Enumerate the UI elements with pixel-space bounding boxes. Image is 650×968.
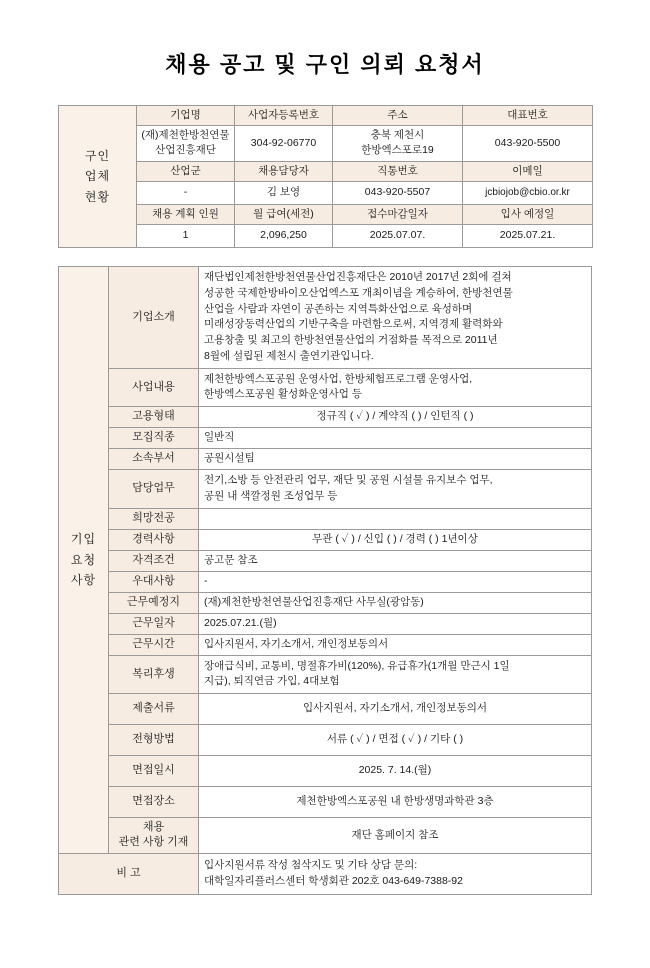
col-header-main-phone: 대표번호	[463, 106, 593, 126]
table-row	[59, 225, 593, 248]
text-line: 8월에 설립된 제천시 출연기관입니다.	[204, 349, 374, 362]
row-value-experience: 무관 ( ✓ ) / 신입 ( ) / 경력 ( ) 1년이상	[199, 529, 592, 550]
row-value-qualifications: 공고문 참조	[199, 550, 592, 571]
table-row	[59, 613, 592, 634]
table-row	[59, 571, 592, 592]
text-line: 산업을 사람과 자연이 공존하는 지역특화산업으로 육성하며	[204, 302, 473, 315]
cell-industry: -	[137, 181, 235, 204]
section-label-line: 사항	[70, 573, 97, 588]
table-row	[59, 470, 592, 509]
row-value-selection-method: 서류 ( ✓ ) / 면접 ( ✓ ) / 기타 ( )	[199, 725, 592, 756]
table-row	[59, 126, 593, 161]
cell-email: jcbiojob@cbio.or.kr	[463, 181, 593, 204]
section-label-line: 현황	[84, 189, 111, 204]
label-line: 채용	[142, 821, 165, 834]
table-row	[59, 267, 592, 369]
row-value-preferences: -	[199, 571, 592, 592]
table-row	[59, 368, 592, 407]
col-header-salary: 월 급여(세전)	[235, 204, 333, 224]
row-label-employment-type: 고용형태	[109, 407, 199, 428]
label-line: 관련 사항 기재	[118, 836, 189, 849]
row-label-interview-place: 면접장소	[109, 787, 199, 818]
cell-deadline: 2025.07.07.	[333, 225, 463, 248]
table-row	[59, 592, 592, 613]
row-label-duties: 담당업무	[109, 470, 199, 509]
table-row	[59, 853, 592, 894]
row-value-work-location: (재)제천한방천연물산업진흥재단 사무실(광암동)	[199, 592, 592, 613]
row-label-department: 소속부서	[109, 449, 199, 470]
row-value-work-date: 2025.07.21.(월)	[199, 613, 592, 634]
row-value-company-intro	[199, 267, 592, 369]
col-header-headcount: 채용 계획 인원	[137, 204, 235, 224]
table-row	[59, 818, 592, 854]
section-label-line: 업체	[84, 169, 111, 184]
table-row	[59, 725, 592, 756]
table-row	[59, 529, 592, 550]
cell-salary: 2,096,250	[235, 225, 333, 248]
cell-line: 한방엑스포로19	[361, 144, 434, 157]
text-line: 한방엑스포공원 활성화운영사업 등	[204, 388, 362, 401]
cell-address	[333, 126, 463, 161]
text-line: 대학일자리플러스센터 학생회관 202호 043-649-7388-92	[204, 874, 463, 887]
col-header-deadline: 접수마감일자	[333, 204, 463, 224]
col-header-address: 주소	[333, 106, 463, 126]
row-value-recruitment-notes: 재단 홈페이지 참조	[199, 818, 592, 854]
col-header-company-name: 기업명	[137, 106, 235, 126]
cell-line: 충북 제천시	[370, 129, 425, 142]
text-line: 고용창출 및 최고의 한방천연물산업의 거점화를 목적으로 2011년	[204, 334, 498, 347]
section-label-line: 구인	[84, 148, 111, 163]
cell-start-date: 2025.07.21.	[463, 225, 593, 248]
cell-main-phone: 043-920-5500	[463, 126, 593, 161]
request-details-table	[58, 266, 592, 895]
section-label-line: 기입	[70, 532, 97, 547]
row-label-work-hours: 근무시간	[109, 634, 199, 655]
table-spacer	[58, 248, 592, 266]
col-header-email: 이메일	[463, 161, 593, 181]
row-label-documents: 제출서류	[109, 694, 199, 725]
cell-recruiter: 김 보영	[235, 181, 333, 204]
row-value-business-scope	[199, 368, 592, 407]
section-label-line: 요청	[70, 552, 97, 567]
row-label-company-intro: 기업소개	[109, 267, 199, 369]
cell-company-name	[137, 126, 235, 161]
section-label-employer	[59, 106, 137, 248]
table-row	[59, 508, 592, 529]
section-label-request	[59, 267, 109, 854]
cell-line: 산업진흥재단	[155, 144, 216, 157]
text-line: 재단법인제천한방천연물산업진흥재단은 2010년 2017년 2회에 걸쳐	[204, 271, 512, 284]
cell-business-number: 304-92-06770	[235, 126, 333, 161]
row-label-work-date: 근무일자	[109, 613, 199, 634]
row-label-preferred-major: 희망전공	[109, 508, 199, 529]
row-label-business-scope: 사업내용	[109, 368, 199, 407]
row-value-department: 공원시설팀	[199, 449, 592, 470]
document-page	[0, 48, 650, 968]
table-row	[59, 181, 593, 204]
col-header-business-number: 사업자등록번호	[235, 106, 333, 126]
row-value-duties	[199, 470, 592, 509]
row-label-preferences: 우대사항	[109, 571, 199, 592]
row-label-work-location: 근무예정지	[109, 592, 199, 613]
col-header-industry: 산업군	[137, 161, 235, 181]
table-row	[59, 161, 593, 181]
table-row	[59, 787, 592, 818]
row-value-work-hours: 입사지원서, 자기소개서, 개인정보동의서	[199, 634, 592, 655]
table-row	[59, 694, 592, 725]
row-label-experience: 경력사항	[109, 529, 199, 550]
table-row	[59, 428, 592, 449]
row-label-recruitment-notes	[109, 818, 199, 854]
table-row	[59, 204, 593, 224]
cell-line: (재)제천한방천연물	[141, 129, 230, 142]
row-label-qualifications: 자격조건	[109, 550, 199, 571]
row-value-interview-date: 2025. 7. 14.(월)	[199, 756, 592, 787]
row-value-interview-place: 제천한방엑스포공원 내 한방생명과학관 3층	[199, 787, 592, 818]
row-label-selection-method: 전형방법	[109, 725, 199, 756]
text-line: 성공한 국제한방바이오산업엑스포 개최이념을 계승하여, 한방천연물	[204, 286, 513, 299]
text-line: 지급), 퇴직연금 가입, 4대보험	[204, 675, 340, 688]
row-label-benefits: 복리후생	[109, 655, 199, 694]
text-line: 입사지원서류 작성 첨삭지도 및 기타 상담 문의:	[204, 859, 418, 872]
cell-headcount: 1	[137, 225, 235, 248]
table-row	[59, 756, 592, 787]
row-label-remarks: 비 고	[59, 853, 199, 894]
row-label-interview-date: 면접일시	[109, 756, 199, 787]
row-value-preferred-major	[199, 508, 592, 529]
row-value-job-category: 일반직	[199, 428, 592, 449]
text-line: 전기,소방 등 안전관리 업무, 재단 및 공원 시설물 유지보수 업무,	[204, 474, 493, 487]
table-row	[59, 407, 592, 428]
table-row	[59, 634, 592, 655]
col-header-direct-phone: 직통번호	[333, 161, 463, 181]
text-line: 공원 내 색깔정원 조성업무 등	[204, 489, 338, 502]
text-line: 장애급식비, 교통비, 명절휴가비(120%), 유급휴가(1개월 만근시 1일	[204, 659, 510, 672]
cell-direct-phone: 043-920-5507	[333, 181, 463, 204]
row-value-benefits	[199, 655, 592, 694]
row-value-documents: 입사지원서, 자기소개서, 개인정보동의서	[199, 694, 592, 725]
col-header-recruiter: 채용담당자	[235, 161, 333, 181]
row-label-job-category: 모집직종	[109, 428, 199, 449]
row-value-remarks	[199, 853, 592, 894]
table-row	[59, 550, 592, 571]
page-title: 채용 공고 및 구인 의뢰 요청서	[165, 52, 485, 77]
row-value-employment-type: 정규직 ( ✓ ) / 계약직 ( ) / 인턴직 ( )	[199, 407, 592, 428]
table-row	[59, 449, 592, 470]
col-header-start-date: 입사 예정일	[463, 204, 593, 224]
text-line: 제천한방엑스포공원 운영사업, 한방체험프로그램 운영사업,	[204, 372, 473, 385]
table-row	[59, 106, 593, 126]
employer-info-table	[58, 105, 593, 248]
table-row	[59, 655, 592, 694]
text-line: 미래성장동력산업의 기반구축을 마련함으로써, 지역경제 활력화와	[204, 318, 503, 331]
